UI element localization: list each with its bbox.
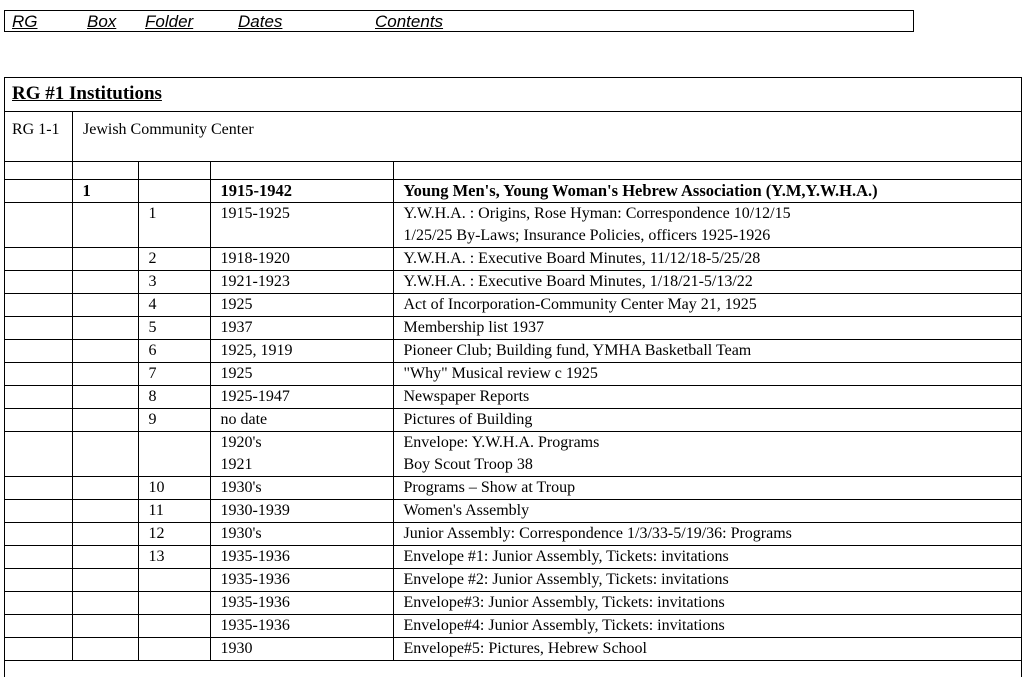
record-group-name: Jewish Community Center — [83, 121, 254, 138]
rg-cell — [5, 386, 72, 409]
folder-cell — [138, 569, 210, 592]
rg-cell — [5, 203, 72, 248]
dates-line: 1935-1936 — [220, 617, 290, 634]
box-cell — [72, 203, 138, 248]
table-row — [5, 363, 1021, 386]
dates-cell — [210, 638, 393, 661]
contents-cell — [393, 477, 1021, 500]
section-title: RG #1 Institutions — [12, 83, 162, 104]
table-row — [5, 340, 1021, 363]
folder-cell: 7 — [138, 363, 210, 386]
rg-cell — [5, 477, 72, 500]
finding-aid-frame — [4, 77, 1022, 677]
contents-line: Junior Assembly: Correspondence 1/3/33-5/19/36: Programs — [403, 525, 792, 542]
contents-line: Y.W.H.A. : Origins, Rose Hyman: Correspondence 10/12/15 — [403, 205, 791, 222]
folder-cell: 4 — [138, 294, 210, 317]
dates-cell — [210, 523, 393, 546]
table-row — [5, 203, 1021, 248]
rg-cell — [5, 248, 72, 271]
rg-cell — [5, 569, 72, 592]
contents-cell — [393, 317, 1021, 340]
rg-cell — [5, 592, 72, 615]
dates-cell — [210, 248, 393, 271]
table-row — [5, 317, 1021, 340]
record-group-code: RG 1-1 — [12, 121, 60, 138]
box-cell — [72, 592, 138, 615]
dates-line: no date — [220, 411, 268, 428]
inventory-rows — [5, 162, 1021, 661]
contents-line: Membership list 1937 — [403, 319, 544, 336]
dates-cell — [210, 317, 393, 340]
contents-cell — [393, 569, 1021, 592]
table-row — [5, 546, 1021, 569]
dates-line: 1921-1923 — [220, 273, 290, 290]
box-cell — [72, 477, 138, 500]
dates-cell — [210, 546, 393, 569]
contents-line: Envelope#4: Junior Assembly, Tickets: invitations — [403, 617, 725, 634]
dates-line: 1937 — [220, 319, 253, 336]
folder-cell — [138, 180, 210, 203]
contents-cell — [393, 180, 1021, 203]
dates-line: 1930 — [220, 640, 253, 657]
table-row — [5, 477, 1021, 500]
folder-cell: 8 — [138, 386, 210, 409]
table-row — [5, 271, 1021, 294]
inventory-table — [5, 162, 1021, 661]
dates-line: 1930's — [220, 479, 262, 496]
dates-cell — [210, 500, 393, 523]
box-cell — [72, 546, 138, 569]
contents-cell — [393, 203, 1021, 248]
box-cell — [72, 162, 138, 180]
table-row — [5, 386, 1021, 409]
folder-cell — [138, 615, 210, 638]
contents-line: 1/25/25 By-Laws; Insurance Policies, officers 1925-1926 — [403, 227, 771, 244]
contents-line: Envelope: Y.W.H.A. Programs — [403, 434, 600, 451]
dates-line: 1935-1936 — [220, 594, 290, 611]
rg-cell — [5, 180, 72, 203]
contents-line: Envelope #2: Junior Assembly, Tickets: invitations — [403, 571, 729, 588]
contents-cell — [393, 271, 1021, 294]
contents-line: "Why" Musical review c 1925 — [403, 365, 598, 382]
rg-cell — [5, 432, 72, 477]
folder-cell: 3 — [138, 271, 210, 294]
record-group-row — [5, 112, 1021, 162]
dates-line: 1935-1936 — [220, 548, 290, 565]
contents-line: Newspaper Reports — [403, 388, 530, 405]
dates-line: 1915-1925 — [220, 205, 290, 222]
contents-cell — [393, 500, 1021, 523]
rg-cell — [5, 638, 72, 661]
contents-line: Y.W.H.A. : Executive Board Minutes, 11/12/18-5/25/28 — [403, 250, 761, 267]
contents-line: Pictures of Building — [403, 411, 533, 428]
folder-cell: 11 — [138, 500, 210, 523]
header-folder: Folder — [145, 12, 194, 31]
contents-line: Act of Incorporation-Community Center May 21, 1925 — [403, 296, 757, 313]
box-cell — [72, 500, 138, 523]
dates-cell — [210, 432, 393, 477]
rg-cell — [5, 294, 72, 317]
contents-cell — [393, 615, 1021, 638]
contents-line: Pioneer Club; Building fund, YMHA Basketball Team — [403, 342, 752, 359]
contents-line: Boy Scout Troop 38 — [403, 456, 533, 473]
dates-cell — [210, 271, 393, 294]
dates-cell — [210, 386, 393, 409]
table-row — [5, 569, 1021, 592]
folder-cell: 13 — [138, 546, 210, 569]
table-row — [5, 523, 1021, 546]
contents-cell — [393, 592, 1021, 615]
box-cell — [72, 523, 138, 546]
rg-cell — [5, 340, 72, 363]
dates-cell — [210, 592, 393, 615]
dates-line: 1921 — [220, 456, 253, 473]
box-cell — [72, 340, 138, 363]
box-cell — [72, 294, 138, 317]
contents-cell — [393, 638, 1021, 661]
contents-cell — [393, 294, 1021, 317]
dates-cell — [210, 409, 393, 432]
contents-cell — [393, 386, 1021, 409]
folder-cell: 5 — [138, 317, 210, 340]
rg-cell — [5, 615, 72, 638]
header-box: Box — [87, 12, 117, 31]
dates-line: 1915-1942 — [220, 181, 292, 200]
table-row — [5, 162, 1021, 180]
contents-line: Envelope #1: Junior Assembly, Tickets: invitations — [403, 548, 729, 565]
contents-cell — [393, 432, 1021, 477]
contents-cell — [393, 409, 1021, 432]
table-row — [5, 409, 1021, 432]
dates-line: 1925 — [220, 365, 253, 382]
contents-cell — [393, 340, 1021, 363]
dates-cell — [210, 180, 393, 203]
folder-cell: 9 — [138, 409, 210, 432]
rg-cell — [5, 409, 72, 432]
header-dates: Dates — [238, 12, 283, 31]
dates-cell — [210, 294, 393, 317]
header-rg: RG — [12, 12, 38, 31]
contents-cell — [393, 363, 1021, 386]
folder-cell: 1 — [138, 203, 210, 248]
dates-cell — [210, 477, 393, 500]
folder-cell — [138, 162, 210, 180]
dates-cell — [210, 203, 393, 248]
table-row — [5, 615, 1021, 638]
contents-cell — [393, 546, 1021, 569]
box-cell — [72, 386, 138, 409]
contents-cell — [393, 162, 1021, 180]
dates-line: 1935-1936 — [220, 571, 290, 588]
folder-cell: 2 — [138, 248, 210, 271]
folder-cell — [138, 592, 210, 615]
folder-cell: 12 — [138, 523, 210, 546]
column-divider — [72, 112, 73, 161]
box-cell: 1 — [72, 180, 138, 203]
dates-cell — [210, 340, 393, 363]
dates-line: 1920's — [220, 434, 262, 451]
contents-line: Y.W.H.A. : Executive Board Minutes, 1/18/21-5/13/22 — [403, 273, 753, 290]
rg-cell — [5, 317, 72, 340]
contents-line: Young Men's, Young Woman's Hebrew Association (Y.M,Y.W.H.A.) — [403, 181, 878, 200]
rg-cell — [5, 546, 72, 569]
table-row — [5, 500, 1021, 523]
dates-line: 1925, 1919 — [220, 342, 293, 359]
contents-line: Envelope#3: Junior Assembly, Tickets: invitations — [403, 594, 725, 611]
rg-cell — [5, 523, 72, 546]
box-cell — [72, 409, 138, 432]
contents-line: Programs – Show at Troup — [403, 479, 576, 496]
table-row — [5, 432, 1021, 477]
contents-cell — [393, 248, 1021, 271]
folder-cell — [138, 432, 210, 477]
contents-line: Envelope#5: Pictures, Hebrew School — [403, 640, 647, 657]
box-cell — [72, 569, 138, 592]
dates-cell — [210, 615, 393, 638]
contents-cell — [393, 523, 1021, 546]
table-row — [5, 592, 1021, 615]
box-cell — [72, 271, 138, 294]
folder-cell — [138, 638, 210, 661]
dates-line: 1925 — [220, 296, 253, 313]
rg-cell — [5, 363, 72, 386]
folder-cell: 6 — [138, 340, 210, 363]
dates-cell — [210, 569, 393, 592]
dates-line: 1930-1939 — [220, 502, 290, 519]
section-title-row — [5, 78, 1021, 112]
table-row — [5, 294, 1021, 317]
dates-cell — [210, 363, 393, 386]
dates-cell — [210, 162, 393, 180]
table-row — [5, 638, 1021, 661]
header-contents: Contents — [375, 12, 444, 31]
contents-line: Women's Assembly — [403, 502, 530, 519]
box-cell — [72, 248, 138, 271]
folder-cell: 10 — [138, 477, 210, 500]
rg-cell — [5, 271, 72, 294]
table-row — [5, 248, 1021, 271]
dates-line: 1918-1920 — [220, 250, 290, 267]
box-cell — [72, 317, 138, 340]
column-header-bar — [4, 10, 914, 32]
dates-line: 1925-1947 — [220, 388, 290, 405]
box-cell — [72, 363, 138, 386]
dates-line: 1930's — [220, 525, 262, 542]
box-cell — [72, 432, 138, 477]
box-cell — [72, 638, 138, 661]
rg-cell — [5, 500, 72, 523]
rg-cell — [5, 162, 72, 180]
box-cell — [72, 615, 138, 638]
table-row — [5, 180, 1021, 203]
